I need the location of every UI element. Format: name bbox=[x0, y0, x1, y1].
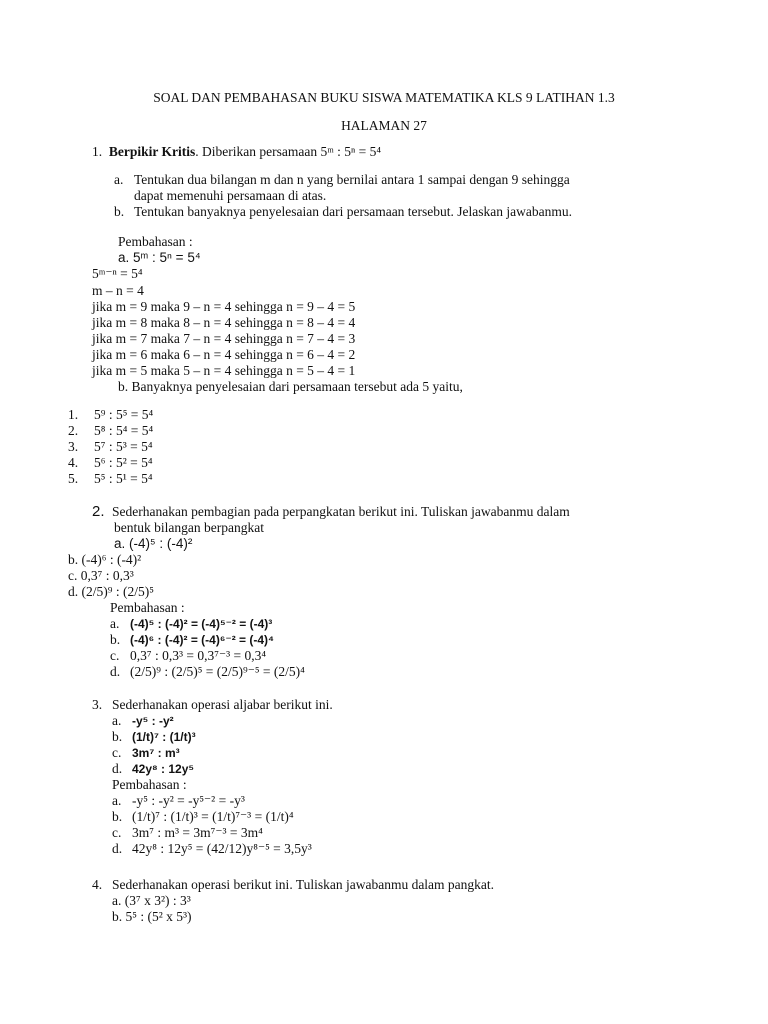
list-item-text: 5⁹ : 5⁵ = 5⁴ bbox=[94, 407, 154, 422]
list-item-number: 1. bbox=[68, 407, 79, 422]
q3-heading bbox=[92, 697, 333, 713]
q1-step: jika m = 6 maka 6 – n = 4 sehingga n = 6 – 4 = 2 bbox=[92, 347, 356, 362]
list-item bbox=[68, 455, 153, 471]
q3-item-text: 42y⁸ : 12y⁵ bbox=[132, 762, 195, 776]
q3-solution-label: d. bbox=[112, 841, 123, 856]
q4-item-b: b. 5⁵ : (5² x 5³) bbox=[112, 909, 192, 924]
q3-pembahasan: Pembahasan : bbox=[112, 777, 187, 792]
q2-pembahasan: Pembahasan : bbox=[110, 600, 185, 615]
document-title: SOAL DAN PEMBAHASAN BUKU SISWA MATEMATIKA KLS 9 LATIHAN 1.3 bbox=[153, 90, 615, 105]
q3-solution-b bbox=[112, 809, 294, 825]
q3-solution-c bbox=[112, 825, 263, 841]
q3-item-text: (1/t)⁷ : (1/t)³ bbox=[132, 730, 196, 744]
q1-step: 5ᵐ⁻ⁿ = 5⁴ bbox=[92, 266, 143, 281]
q2-item-a: a. (-4)⁵ : (-4)² bbox=[114, 536, 193, 551]
q2-item-d: d. (2/5)⁹ : (2/5)⁵ bbox=[68, 584, 154, 599]
q3-item-b bbox=[112, 729, 196, 745]
q1-b-text: Tentukan banyaknya penyelesaian dari persamaan tersebut. Jelaskan jawabanmu. bbox=[134, 204, 573, 219]
q3-item-label: a. bbox=[112, 713, 122, 728]
q3-item-label: c. bbox=[112, 745, 122, 760]
q3-item-label: d. bbox=[112, 761, 123, 776]
q3-solution-d bbox=[112, 841, 312, 857]
q4-heading bbox=[92, 877, 494, 893]
document-subtitle: HALAMAN 27 bbox=[341, 118, 427, 133]
q2-solution-label: c. bbox=[110, 648, 120, 663]
q1-b bbox=[114, 204, 572, 220]
q3-solution-a bbox=[112, 793, 245, 809]
list-item-number: 5. bbox=[68, 471, 79, 486]
q3-item-d bbox=[112, 761, 194, 777]
q3-solution-text: 42y⁸ : 12y⁵ = (42/12)y⁸⁻⁵ = 3,5y³ bbox=[132, 841, 312, 856]
q2-solution-a bbox=[110, 616, 272, 632]
q1-solution-b: b. Banyaknya penyelesaian dari persamaan tersebut ada 5 yaitu, bbox=[118, 379, 463, 394]
list-item bbox=[68, 407, 153, 423]
q2-number: 2. bbox=[92, 503, 105, 520]
q2-item-c: c. 0,3⁷ : 0,3³ bbox=[68, 568, 134, 583]
q4-item-a: a. (3⁷ x 3²) : 3³ bbox=[112, 893, 191, 908]
q1-solution-a: a. 5ᵐ : 5ⁿ = 5⁴ bbox=[118, 250, 201, 265]
q4-number: 4. bbox=[92, 877, 103, 892]
q3-item-c bbox=[112, 745, 180, 761]
q3-solution-text: (1/t)⁷ : (1/t)³ = (1/t)⁷⁻³ = (1/t)⁴ bbox=[132, 809, 294, 824]
q3-solution-text: 3m⁷ : m³ = 3m⁷⁻³ = 3m⁴ bbox=[132, 825, 263, 840]
list-item-text: 5⁶ : 5² = 5⁴ bbox=[94, 455, 153, 470]
q2-solution-label: b. bbox=[110, 632, 121, 647]
q2-solution-text: 0,3⁷ : 0,3³ = 0,3⁷⁻³ = 0,3⁴ bbox=[130, 648, 267, 663]
q4-heading-text: Sederhanakan operasi berikut ini. Tuliskan jawabanmu dalam pangkat. bbox=[112, 877, 495, 892]
q1-a bbox=[114, 172, 570, 188]
list-item-number: 3. bbox=[68, 439, 79, 454]
q3-solution-text: -y⁵ : -y² = -y⁵⁻² = -y³ bbox=[132, 793, 245, 808]
q1-b-label: b. bbox=[114, 204, 125, 219]
list-item bbox=[68, 423, 153, 439]
q3-solution-label: c. bbox=[112, 825, 122, 840]
q3-item-text: -y⁵ : -y² bbox=[132, 714, 174, 728]
q3-solution-label: a. bbox=[112, 793, 122, 808]
q1-step: jika m = 5 maka 5 – n = 4 sehingga n = 5 – 4 = 1 bbox=[92, 363, 356, 378]
q2-heading-text: Sederhanakan pembagian pada perpangkatan berikut ini. Tuliskan jawabanmu dalam bbox=[112, 504, 570, 519]
q2-solution-text: (-4)⁵ : (-4)² = (-4)⁵⁻² = (-4)³ bbox=[130, 617, 273, 631]
q3-item-a bbox=[112, 713, 174, 729]
q2-solution-b bbox=[110, 632, 274, 648]
list-item bbox=[68, 439, 153, 455]
q3-solution-label: b. bbox=[112, 809, 123, 824]
list-item-text: 5⁷ : 5³ = 5⁴ bbox=[94, 439, 153, 454]
q2-solution-c bbox=[110, 648, 266, 664]
q2-solution-label: d. bbox=[110, 664, 121, 679]
list-item-number: 2. bbox=[68, 423, 79, 438]
q1-heading-rest: . Diberikan persamaan 5ᵐ : 5ⁿ = 5⁴ bbox=[195, 144, 382, 159]
q2-solution-label: a. bbox=[110, 616, 120, 631]
q2-solution-text: (-4)⁶ : (-4)² = (-4)⁶⁻² = (-4)⁴ bbox=[130, 633, 274, 647]
q1-heading-bold: Berpikir Kritis bbox=[108, 144, 196, 159]
q1-a-cont: dapat memenuhi persamaan di atas. bbox=[134, 188, 327, 203]
q1-step: jika m = 8 maka 8 – n = 4 sehingga n = 8 – 4 = 4 bbox=[92, 315, 356, 330]
q3-heading-text: Sederhanakan operasi aljabar berikut ini. bbox=[112, 697, 333, 712]
q1-step: jika m = 9 maka 9 – n = 4 sehingga n = 9 – 4 = 5 bbox=[92, 299, 356, 314]
q3-item-text: 3m⁷ : m³ bbox=[132, 746, 180, 760]
q3-item-label: b. bbox=[112, 729, 123, 744]
q3-number: 3. bbox=[92, 697, 103, 712]
q2-solution-d bbox=[110, 664, 305, 680]
list-item-text: 5⁵ : 5¹ = 5⁴ bbox=[94, 471, 153, 486]
q2-heading-cont: bentuk bilangan berpangkat bbox=[114, 520, 264, 535]
q1-number: 1. bbox=[92, 144, 103, 159]
list-item bbox=[68, 471, 153, 487]
q1-a-text: Tentukan dua bilangan m dan n yang bernilai antara 1 sampai dengan 9 sehingga bbox=[134, 172, 570, 187]
q1-a-label: a. bbox=[114, 172, 124, 187]
q2-solution-text: (2/5)⁹ : (2/5)⁵ = (2/5)⁹⁻⁵ = (2/5)⁴ bbox=[130, 664, 305, 679]
q2-heading bbox=[92, 504, 570, 520]
q1-heading bbox=[92, 144, 381, 160]
q2-item-b: b. (-4)⁶ : (-4)² bbox=[68, 552, 142, 567]
list-item-text: 5⁸ : 5⁴ = 5⁴ bbox=[94, 423, 154, 438]
q1-step: jika m = 7 maka 7 – n = 4 sehingga n = 7 – 4 = 3 bbox=[92, 331, 356, 346]
q1-pembahasan: Pembahasan : bbox=[118, 234, 193, 249]
q1-step: m – n = 4 bbox=[92, 283, 144, 298]
list-item-number: 4. bbox=[68, 455, 79, 470]
